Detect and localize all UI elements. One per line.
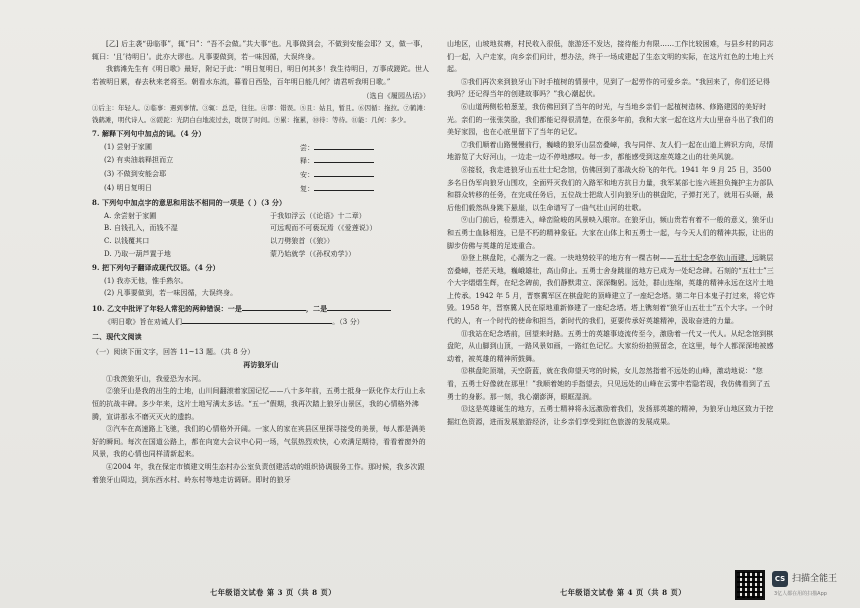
question-8-options [92,210,430,260]
q7-item: (1) 尝射于家圃 尝： [92,141,430,155]
answer-blank[interactable] [314,154,374,163]
passage-b-p2: 我鹤滩先生有《明日歌》最好，附记于此：“明日复明日，明日何其多！我生待明日，万事成蹉跎。世人若被明日累，春去秋来老将至。朝看水东流，暮看日西坠，百年明日能几何？请君听我明日歌。” [92,65,430,86]
q7-item: (2) 有卖油翁释担而立 释： [92,154,430,168]
question-7: 7. 解释下列句中加点的词。（4 分） [92,129,206,139]
essay-p7: ⑦我们顺着山路慢慢前行，巍峨的狼牙山层峦叠嶂，我与同伴、友人们一起在山道上辨识方向，尽情地游览了大好河山，一边走一边不停地感叹。每一步，都能感受到这座英雄之山的壮美风貌。 [447,140,774,162]
question-7-items [92,141,430,195]
annotations: ①后主：年轻人。②临事：遇到事情。③辄：总是，往往。④谬：错误。⑤且：姑且，暂且。⑥因循：拖拉。⑦鹤滩：钱鹤滩，明代诗人。⑧蹉跎：光阴白白地流过去，耽误了时间。⑨累：拖累，⑩待：等待。⑪能：几何：多少。 [92,103,430,124]
question-10: 10. 乙文中批评了年轻人常犯的两种错误：一是 ，二是 [92,302,430,316]
q7-item: (3) 不做到安能会耶 安： [92,168,430,182]
essay-p2: ②狼牙山是我的出生的土地，山川间翻滚着家国记忆——八十多年前，五勇士抵身一跃化作太行山上永恒的抗战丰碑。多少年来，这片土地写满太多话。“五一”假期，我再次踏上狼牙山景区，我的心情格外沸腾，宣讲那永不磨灭灭火的遗韵。 [92,387,426,421]
q9-item: (2) 凡事要做到，若一味因循，大误终身。 [104,289,238,298]
essay-p5: ⑤我们再次来到狼牙山下时手植树的情景中，见到了一起劳作的可爱乡亲。“我回来了，你们还记得我吗？还记得当年的创建故事吗？”我心潮起伏。 [447,77,770,99]
essay-p8: ⑧接驳，我走进狼牙山五壮士纪念馆，仿佛回到了那战火纷飞的年代。1941 年 9 月 25 日，3500 多名日伪军向狼牙山围攻，全面歼灭我们的入路军和地方抗日力量，我军某部七连六班担负掩护主力部队和群众转移的任务，在完成任务后，五位战士把敌人引向狼牙山的棋盘陀，子弹打光了，就用石头砸，最后他们毅然纵身跳下悬崖，以生命谱写了一曲气壮山河的壮歌。 [447,165,774,212]
essay-p4: ④2004 年，我在保定市镇建文明生态村办公室负责创建活动的组织协调服务工作。那时候，我多次跟着狼牙山周边，到东西水村、岭东村等地走访调研。即时的狼牙 [92,463,425,484]
section-subtitle: （一）阅读下面文字，回答 11~13 题。（共 8 分） [92,347,255,356]
essay-p1: ①我羡狼牙山，我爱恐为水河。 [106,374,206,383]
answer-blank[interactable] [327,302,391,311]
answer-blank[interactable] [242,302,306,311]
page-footer-4: 七年级语文试卷 第 4 页（共 8 页） [560,588,686,597]
essay-p9: ⑨山门前后，检票进入，峰峦险峻的风景映入眼帘。在狼牙山，频山贵若有着不一般的意义，狼牙山和五勇士血脉相连，已是不朽的精神象征。大家在山体上和五勇士一起，与今天人们的精神共振，让出的脚步仿佛与英雄的足迹重合。 [447,216,774,250]
answer-blank[interactable] [182,315,332,324]
answer-blank[interactable] [314,141,374,150]
scanner-tagline: 3亿人都在用的扫描App [774,591,827,597]
passage-b-p1: [乙] 后主袭“毋临事”，辄“曰”：“吾不会做。”共大事“也。凡事做到会，不做到安能会耶？又，做一事，辄曰：‘且’待明日’。此亦大谬也。凡事要做到，若一味因循，大误终身。 [92,40,428,61]
q10-line2: 《明日歌》旨在劝诫人们 。（3 分） [92,315,430,329]
qr-code-icon [735,570,765,600]
camscanner-logo-icon: CS [772,571,788,587]
q9-item: (1) 我亦无他，惟手熟尔。 [104,276,188,285]
essay-p13: ⑬这是英雄诞生的地方，五勇士精神将永远激励着我们，发扬那英雄的精神，为狼牙山地区致力于挖掘红色资源，进而发展旅游经济，让乡亲们享受到红色旅游的发展成果。 [447,405,774,426]
q8-option: C. 以钱覆其口 以刀劈狼首（《狼》） [104,236,334,245]
q8-option: A. 余尝射于家圃 于我如浮云（《论语》十二章） [104,211,366,220]
q8-option: B. 自钱孔入，而钱不湿 可远观而不可亵玩焉（《爱莲说》） [104,224,377,233]
page-footer-3: 七年级语文试卷 第 3 页（共 8 页） [210,588,336,597]
section-title: 二、现代文阅读 [92,332,142,342]
question-8: 8. 下列句中加点字的意思和用法不相同的一项是（ ）（3 分） [92,198,287,208]
essay-p6: ⑥山道两侧松柏葱茏，我仿佛回到了当年的时光，与当地乡亲们一起植树造林、修路建园的美好时光。亲们的一张张笑脸，我们都能记得很清楚，在很多年前，我和大家一起在这片大山里奋斗出了我们的美好家园，也在心底里留下了当年的记忆。 [447,102,774,137]
essay-p12: ⑫棋盘陀顶端，天空蔚蓝，就在我仰望天穹的时候，女儿忽然指着不远处的山峰，激动地说：“您看，五勇士好像就在那里！”我顺着她的手指望去，只见远处的山峰在云雾中若隐若现，我仿佛看到了五勇士的身影。那一刻，我心潮澎湃，眼眶湿润。 [447,367,771,401]
page-4 [447,38,777,583]
q8-option: D. 乃取一葫芦置于地 蒙乃始就学（《孙权劝学》） [104,249,356,258]
q7-item: (4) 明日复明日 复： [92,182,430,196]
question-9: 9. 把下列句子翻译成现代汉语。（4 分） [92,263,220,273]
page-3 [92,38,430,583]
passage-source: （选自《履园丛话》） [362,92,430,101]
answer-blank[interactable] [314,182,374,191]
essay-p4-cont: 山地区，山坡地贫瘠，村民收入很低，旅游还不发达，接待能力有限……工作比较困难，与县乡村的同志们一起，入户走家，向乡亲们问计，想办法，终于一场成建起了生态文明的实际，在这片红色的土地上兴起。 [447,40,774,74]
essay-title: 再访狼牙山 [243,360,279,370]
underlined-sentence: 五壮士纪念亭依山而建， [674,254,753,263]
answer-blank[interactable] [314,168,374,177]
essay-p11: ⑪我站在纪念塔前，回望来时路。五勇士的英雄事迹流传至今，激励着一代又一代人。从纪念馆到棋盘陀，从山脚到山顶，一路风景如画，一路红色记忆。大家纷纷拍照留念，在这里，每个人都深深地被感动着，被英雄的精神所鼓舞。 [447,329,774,363]
essay-p10: ⑩登上棋盘陀，心潮为之一震。一块地势较平的地方有一棵古树——五壮士纪念亭依山而建，远眺层峦叠嶂，苍茫天地，巍峨雄壮，高山仰止。五勇士舍身跳崖的地方已成为一处纪念碑。石刻的“五壮士”三个大字熠熠生辉，在纪念碑前，我们静默肃立、深深鞠躬。远处，群山连绵，英雄的精神永远在这片土地上传承。1942 年 5 月，晋察冀军区在棋盘陀的顶峰建立了一座纪念塔。第二年日本鬼子打过来，将它炸毁。1958 年，晋察冀人民在原地重新修建了一座纪念塔。塔上镌刻着“狼牙山五壮士”五个大字。一个时代的人，有一个时代的使命和担当，新时代的我们，更要传承好英雄精神，汲取奋进的力量。 [447,254,775,326]
scanner-brand: 扫描全能王 [792,574,838,584]
essay-p3: ③汽车在高速路上飞驰，我们的心情格外开阔。一家人的家在宾县区里探寻接受的美景，每人都是满美好的瞬间。每次在国道公路上，都在向宽大会议中心同一场，气氛热烈欢快，心欢满足期待，看看着窗外的风景，我的心情也同样清新起来。 [92,425,426,459]
